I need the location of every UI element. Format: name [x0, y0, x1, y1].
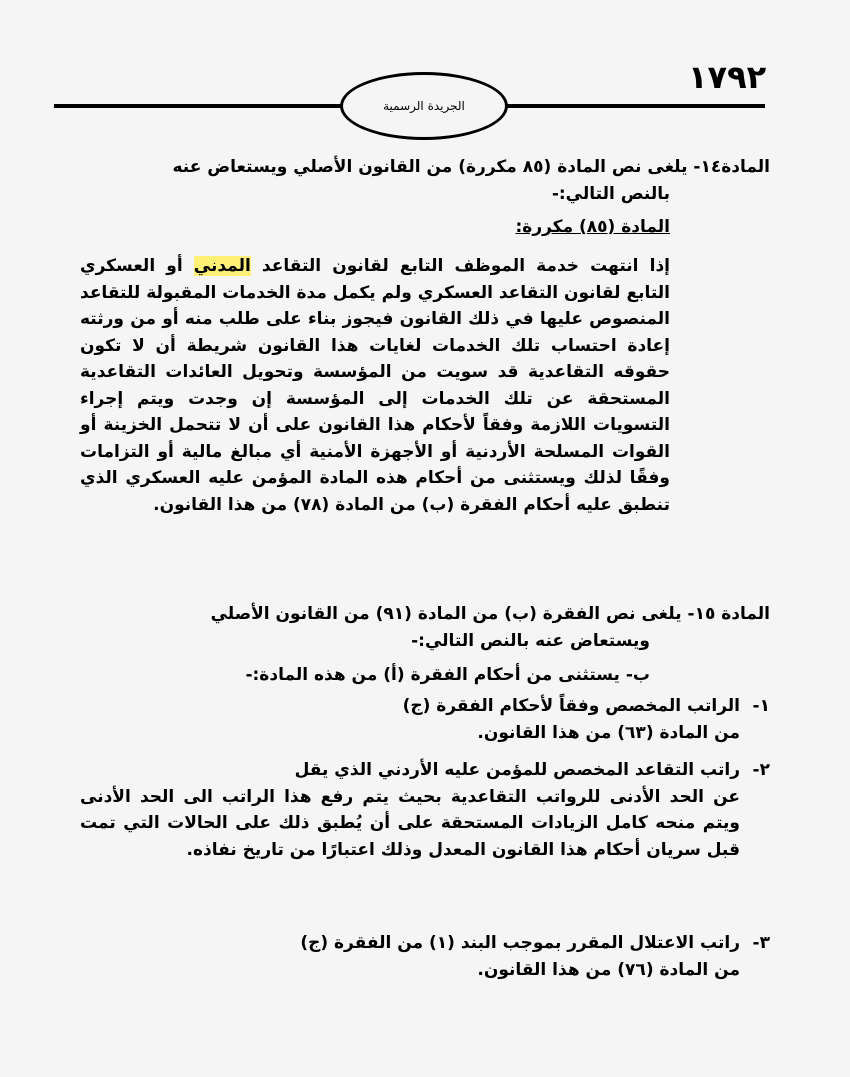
list-item-number: ٢- [752, 760, 770, 780]
article-85-body-part2: أو العسكري التابع لقانون التقاعد العسكري ولم يكمل مدة الخدمات المقبولة للتقاعد المنصوص عليها في ذلك القانون فيجوز بناء على طلب منه أو من ورثته إعادة احتساب تلك الخدمات لغايات هذا القانون شريطة أن لا تكون حقوقه التقاعدية قد سويت من المؤسسة وتحويل العائدات التقاعدية المستحقة عن تلك الخدمات إلى المؤسسة إن وجدت ويتم إجراء التسويات اللازمة وفقاً لأحكام هذا القانون على أن لا تتحمل الخزينة أو القوات المسلحة الأردنية أو الأجهزة الأمنية أي مبالغ مالية أو التزامات وفقًا لذلك ويستثنى من أحكام هذه المادة المؤمن عليه العسكري الذي تنطبق عليه أحكام الفقرة (ب) من المادة (٧٨) من هذا القانون. [80, 256, 670, 515]
list-item-continuation: من المادة (٧٦) من هذا القانون. [477, 959, 740, 980]
article-14-line2: بالنص التالي:- [551, 183, 670, 204]
paragraph-b: ب- يستثنى من أحكام الفقرة (أ) من هذه المادة:- [245, 665, 650, 685]
article-15-line1: المادة ١٥- يلغى نص الفقرة (ب) من المادة (٩١) من القانون الأصلي [210, 604, 770, 624]
article-85-subtitle: المادة (٨٥) مكررة: [515, 217, 670, 237]
list-item-number: ١- [752, 696, 770, 716]
article-14-line1: المادة١٤- يلغى نص المادة (٨٥ مكررة) من القانون الأصلي ويستعاض عنه [172, 157, 770, 177]
page-number: ١٧٩٢ [688, 58, 767, 96]
list-item-text: راتب التقاعد المخصص للمؤمن عليه الأردني الذي يقل [294, 760, 740, 780]
list-item-text: الراتب المخصص وفقاً لأحكام الفقرة (ج) [402, 696, 740, 716]
list-item-number: ٣- [752, 933, 770, 953]
gazette-title-oval [340, 72, 508, 140]
gazette-title: الجريدة الرسمية [383, 99, 465, 113]
article-14-heading [80, 154, 770, 207]
list-item-continuation: عن الحد الأدنى للرواتب التقاعدية بحيث يتم رفع هذا الراتب الى الحد الأدنى ويتم منحه كامل الزيادات المستحقة على أن يُطبق ذلك على الحالات التي تمت قبل سريان أحكام هذا القانون المعدل وذلك اعتبارًا من تاريخ نفاذه. [80, 786, 740, 860]
article-85-body-part1: إذا انتهت خدمة الموظف التابع لقانون التقاعد [250, 256, 670, 276]
list-item-2 [80, 757, 770, 863]
highlighted-word: المدني [193, 256, 251, 276]
article-15-line2: ويستعاض عنه بالنص التالي:- [411, 630, 650, 651]
list-item-continuation: من المادة (٦٣) من هذا القانون. [477, 722, 740, 743]
list-item-3 [80, 930, 770, 983]
article-15-heading [80, 601, 770, 654]
article-85-body [80, 253, 670, 518]
list-item-text: راتب الاعتلال المقرر بموجب البند (١) من الفقرة (ج) [300, 933, 740, 953]
list-item-1 [80, 693, 770, 746]
